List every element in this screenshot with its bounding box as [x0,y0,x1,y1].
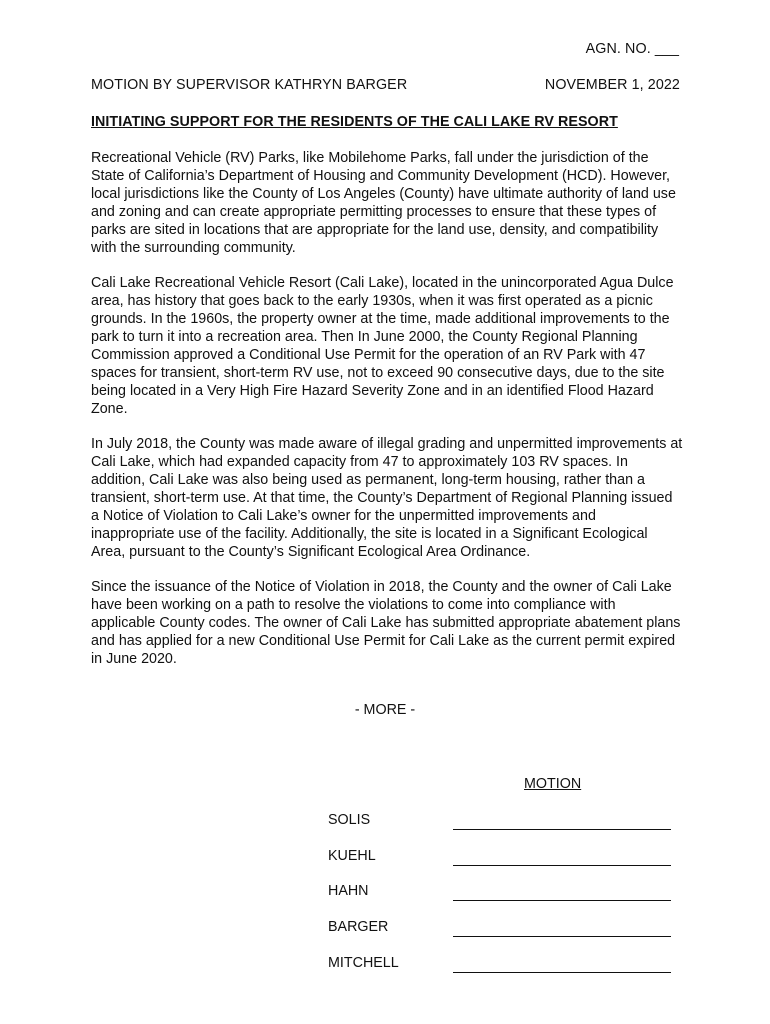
paragraph: Cali Lake Recreational Vehicle Resort (Cali Lake), located in the unincorporated Agua Dulce area, has history that goes back to the early 1930s, when it was first operated as a picnic grounds. In the 1960s, the property owner at the time, made additional improvements to the park to turn it into a recreation area. Then In June 2000, the County Regional Planning Commission approved a Conditional Use Permit for the operation of an RV Park with 47 spaces for transient, short-term RV use, not to exceed 90 consecutive days, due to the site being located in a Very High Fire Hazard Severity Zone and in an identified Flood Hazard Zone. [91,275,674,417]
motion-label: MOTION [524,776,582,792]
vote-row-kuehl [328,848,672,870]
motion-date: NOVEMBER 1, 2022 [544,77,680,93]
vote-row-solis [328,812,672,834]
supervisor-name: HAHN [328,883,369,899]
supervisor-name: KUEHL [328,848,376,864]
vote-signature-line [453,900,671,901]
document-body [91,149,683,685]
supervisor-name: BARGER [328,919,389,935]
paragraph: Since the issuance of the Notice of Violation in 2018, the County and the owner of Cali Lake have been working on a path to resolve the violations to come into compliance with applicable County codes. The owner of Cali Lake has submitted appropriate abatement plans and has applied for a new Conditional Use Permit for Cali Lake as the current permit expired in June 2020. [91,579,681,667]
vote-row-mitchell [328,955,672,977]
motion-header [91,77,680,93]
document-title: INITIATING SUPPORT FOR THE RESIDENTS OF THE CALI LAKE RV RESORT [91,114,618,130]
vote-signature-line [453,829,671,830]
vote-signature-line [453,972,671,973]
paragraph: In July 2018, the County was made aware of illegal grading and unpermitted improvements at Cali Lake, which had expanded capacity from 47 to approximately 103 RV spaces. In addition, Cali Lake was also being used as permanent, long-term housing, rather than a transient, short-term use. At that time, the County’s Department of Regional Planning issued a Notice of Violation to Cali Lake’s owner for the unpermitted improvements and inappropriate use of the facility. Additionally, the site is located in a Significant Ecological Area, pursuant to the County’s Significant Ecological Area Ordinance. [91,436,683,560]
vote-signature-line [453,865,671,866]
more-indicator: - MORE - [354,702,416,718]
vote-row-hahn [328,883,672,905]
agenda-number: AGN. NO. ___ [585,41,679,57]
vote-signature-line [453,936,671,937]
supervisor-name: SOLIS [328,812,371,828]
supervisor-name: MITCHELL [328,955,399,971]
motion-by: MOTION BY SUPERVISOR KATHRYN BARGER [91,77,408,93]
paragraph: Recreational Vehicle (RV) Parks, like Mobilehome Parks, fall under the jurisdiction of the State of California’s Department of Housing and Community Development (HCD). However, local jurisdictions like the County of Los Angeles (County) have ultimate authority of land use and zoning and can create appropriate permitting processes to ensure that these types of parks are sited in locations that are appropriate for the land use, density, and compatibility with the surrounding community. [91,150,676,256]
vote-row-barger [328,919,672,941]
